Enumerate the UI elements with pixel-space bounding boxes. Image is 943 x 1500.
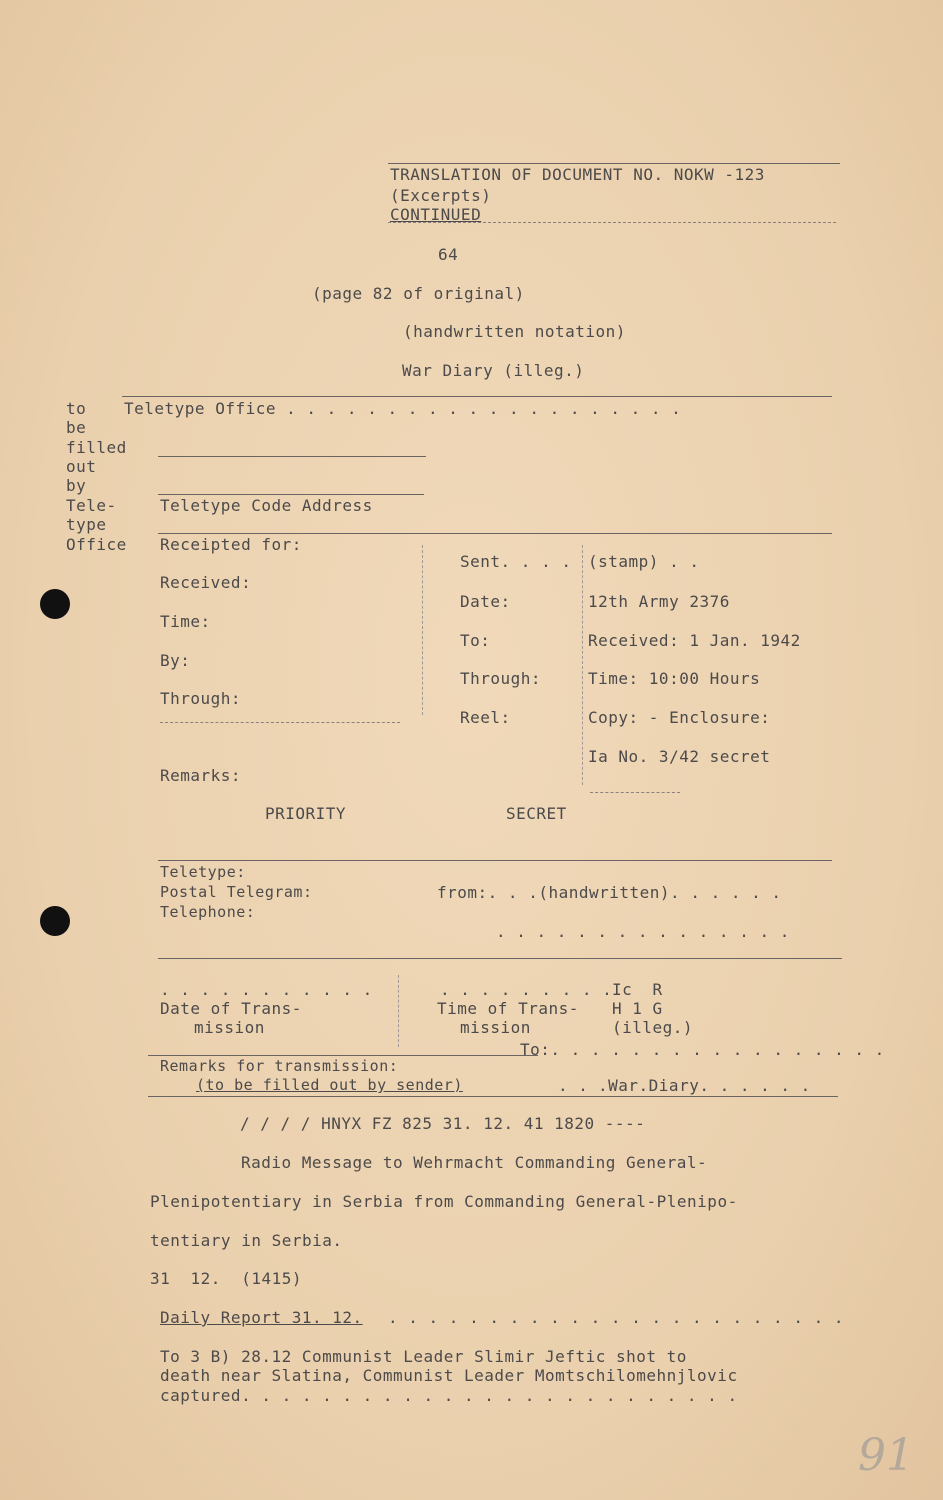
receipt-rule: [158, 533, 832, 534]
secret-number-rule: [590, 792, 680, 793]
through-label: Through:: [160, 689, 242, 708]
side-label-line: filled: [66, 438, 127, 457]
side-label-line: Tele-: [66, 496, 117, 515]
handwritten-notation: (handwritten notation): [403, 322, 626, 341]
report-line: death near Slatina, Communist Leader Momtschilomehnjlovic: [160, 1366, 738, 1385]
time-of-transmission-label: Time of Trans-: [437, 999, 579, 1018]
punch-hole: [40, 906, 70, 936]
teletype-type: Teletype:: [160, 863, 246, 881]
time-dots: . . . . . . . . .: [440, 980, 613, 999]
remarks-for-transmission-label: Remarks for transmission:: [160, 1057, 399, 1075]
from-dots: . . . . . . . . . . . . . . .: [496, 922, 790, 941]
received-label: Received:: [160, 573, 252, 592]
remarks-label: Remarks:: [160, 766, 242, 785]
column-divider: [422, 545, 423, 715]
report-line: To 3 B) 28.12 Communist Leader Slimir Jeftic shot to: [160, 1347, 687, 1366]
reel-label: Reel:: [460, 708, 511, 727]
form-rule-top: [122, 396, 832, 397]
by-label: By:: [160, 651, 191, 670]
side-label-line: be: [66, 418, 87, 437]
daily-report-heading: Daily Report 31. 12.: [160, 1308, 363, 1327]
punch-hole: [40, 589, 70, 619]
side-label-line: out: [66, 457, 97, 476]
message-line: tentiary in Serbia.: [150, 1231, 343, 1250]
routing-line: / / / / HNYX FZ 825 31. 12. 41 1820 ----: [240, 1114, 646, 1133]
remarks-rule: [148, 1055, 538, 1056]
remarks-dots: . .: [558, 1076, 589, 1095]
code-address-rule: [158, 494, 424, 495]
title-rule-top: [388, 163, 840, 164]
trans-date-rule: [158, 958, 842, 959]
message-rule: [148, 1096, 838, 1097]
message-line: Plenipotentiary in Serbia from Commanding General-Plenipo-: [150, 1192, 738, 1211]
continued-label: CONTINUED: [390, 205, 482, 224]
message-line: Radio Message to Wehrmacht Commanding General-: [241, 1153, 708, 1172]
code-address-label: Teletype Code Address: [160, 496, 373, 515]
through-sent-label: Through:: [460, 669, 542, 688]
page-number: 64: [438, 245, 459, 264]
time-label: Time:: [160, 612, 211, 631]
filled-by-sender-label: (to be filled out by sender): [196, 1076, 463, 1094]
report-line: captured. . . . . . . . . . . . . . . . . . . . . . . . .: [160, 1386, 738, 1405]
daily-report-dots: . . . . . . . . . . . . . . . . . . . . . . .: [388, 1308, 844, 1327]
to-field: To:. . . . . . . . . . . . . . . . .: [520, 1040, 885, 1059]
postal-telegram-type: Postal Telegram:: [160, 883, 313, 901]
column-divider: [398, 975, 399, 1047]
sent-label: Sent. . . .: [460, 552, 572, 571]
from-field: from:. . .(handwritten). . . . . .: [437, 883, 782, 902]
receipted-for-label: Receipted for:: [160, 535, 302, 554]
time-value: Time: 10:00 Hours: [588, 669, 761, 688]
to-label: To:: [460, 631, 491, 650]
war-diary-field: .War.Diary. . . . . .: [598, 1076, 811, 1095]
margin-pencil-mark: 91: [858, 1430, 914, 1481]
side-label-line: to: [66, 399, 87, 418]
date-of-transmission-label: Date of Trans-: [160, 999, 302, 1018]
received-value: Received: 1 Jan. 1942: [588, 631, 801, 650]
teletype-office-field: Teletype Office . . . . . . . . . . . . . . . . . . . .: [124, 399, 682, 418]
office-rule: [158, 456, 426, 457]
excerpts-label: (Excerpts): [390, 186, 492, 205]
side-label-line: Office: [66, 535, 127, 554]
side-label-line: type: [66, 515, 107, 534]
page-reference: (page 82 of original): [312, 284, 525, 303]
title-rule-bottom: [388, 222, 836, 223]
through-rule: [160, 722, 400, 723]
transmission-rule: [158, 860, 832, 861]
date-label: Date:: [460, 592, 511, 611]
war-diary-notation: War Diary (illeg.): [402, 361, 585, 380]
copy-value: Copy: - Enclosure:: [588, 708, 771, 727]
column-divider: [582, 545, 583, 785]
secret-number-value: Ia No. 3/42 secret: [588, 747, 771, 766]
telephone-type: Telephone:: [160, 903, 256, 921]
time-of-transmission-label: mission: [460, 1018, 531, 1037]
secret-label: SECRET: [506, 804, 567, 823]
date-dots: . . . . . . . . . . .: [160, 980, 373, 999]
army-value: 12th Army 2376: [588, 592, 730, 611]
hlg-code: H 1 G: [612, 999, 663, 1018]
document-title: TRANSLATION OF DOCUMENT NO. NOKW -123: [390, 165, 765, 184]
priority-label: PRIORITY: [265, 804, 347, 823]
side-label-line: by: [66, 476, 87, 495]
ic-code: Ic R: [612, 980, 663, 999]
illeg-code: (illeg.): [612, 1018, 694, 1037]
stamp-value: (stamp) . .: [588, 552, 700, 571]
date-of-transmission-label: mission: [194, 1018, 265, 1037]
message-datetime: 31 12. (1415): [150, 1269, 302, 1288]
